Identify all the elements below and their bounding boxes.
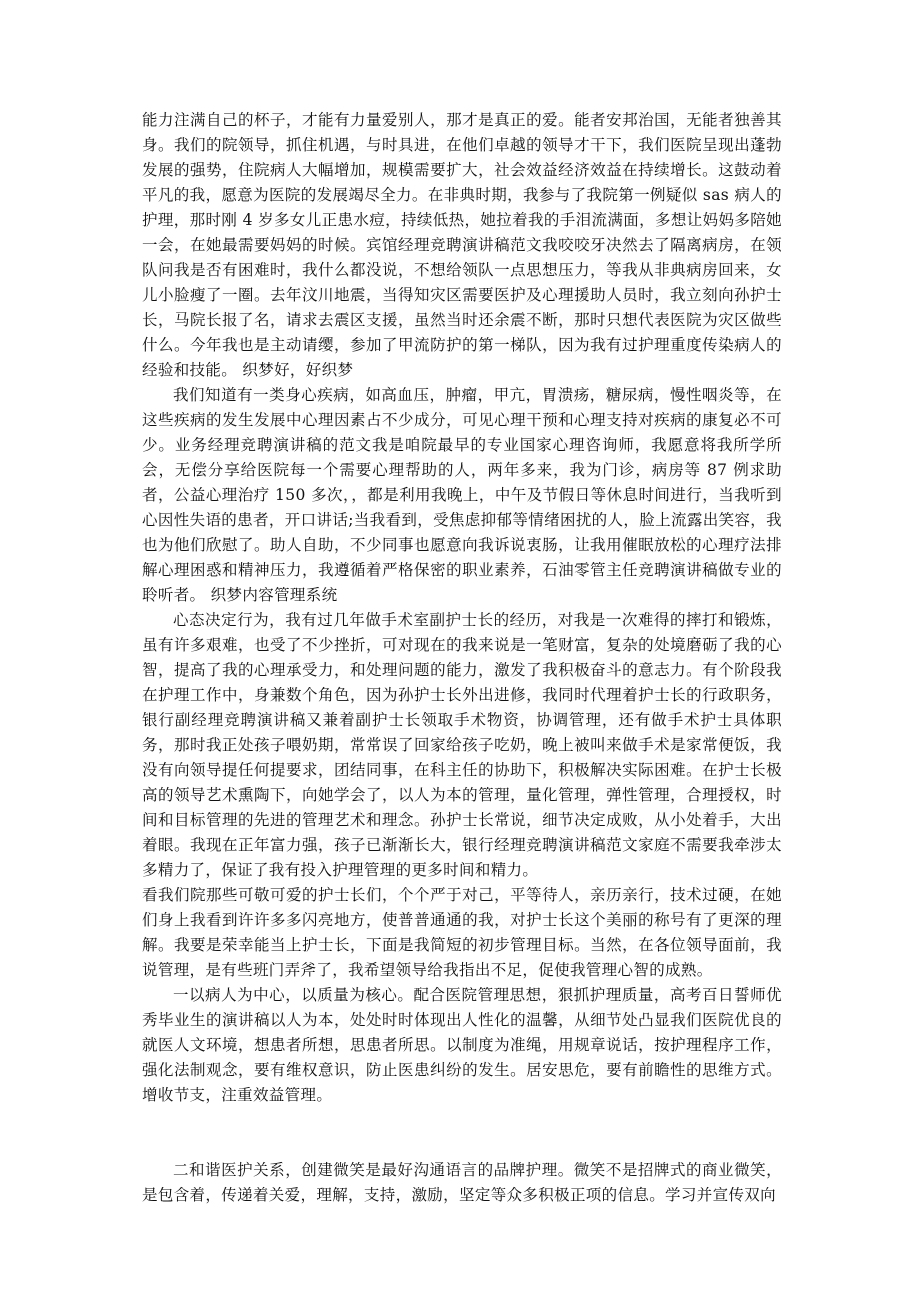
document-body xyxy=(142,108,782,1208)
paragraph-1: 能力注满自己的杯子，才能有力量爱别人，那才是真正的爱。能者安邦治国，无能者独善其身。我们的院领导，抓住机遇，与时具进，在他们卓越的领导才干下，我们医院呈现出蓬勃发展的强势，住院病人大幅增加，规模需要扩大，社会效益经济效益在持续增长。这鼓动着平凡的我，愿意为医院的发展竭尽全力。在非典时期，我参与了我院第一例疑似 sas 病人的护理，那时刚 4 岁多女儿正患水痘，持续低热，她拉着我的手泪流满面，多想让妈妈多陪她一会，在她最需要妈妈的时候。宾馆经理竞聘演讲稿范文我咬咬牙决然去了隔离病房，在领队问我是否有困难时，我什么都没说，不想给领队一点思想压力，等我从非典病房回来，女儿小脸瘦了一圈。去年汶川地震，当得知灾区需要医护及心理援助人员时，我立刻向孙护士长，马院长报了名，请求去震区支援，虽然当时还余震不断，那时只想代表医院为灾区做些什么。今年我也是主动请缨，参加了甲流防护的第一梯队，因为我有过护理重度传染病人的经验和技能。 织梦好，好织梦 xyxy=(142,111,782,379)
paragraph-4: 看我们院那些可敬可爱的护士长们，个个严于对己，平等待人，亲历亲行，技术过硬，在她们身上我看到许许多多闪亮地方，使普普通通的我，对护士长这个美丽的称号有了更深的理解。我要是荣幸能当上护士长，下面是我简短的初步管理目标。当然，在各位领导面前，我说管理，是有些班门弄斧了，我希望领导给我指出不足，促使我管理心智的成熟。 xyxy=(142,886,782,979)
paragraph-gap xyxy=(142,1108,782,1158)
paragraph-2: 我们知道有一类身心疾病，如高血压，肿瘤，甲亢，胃溃疡，糖尿病，慢性咽炎等，在这些疾病的发生发展中心理因素占不少成分，可见心理干预和心理支持对疾病的康复必不可少。业务经理竞聘演讲稿的范文我是咱院最早的专业国家心理咨询师，我愿意将我所学所会，无偿分享给医院每一个需要心理帮助的人，两年多来，我为门诊，病房等 87 例求助者，公益心理治疗 150 多次，，都是利用我晚上，中午及节假日等休息时间进行，当我听到心因性失语的患者，开口讲话;当我看到，受焦虑抑郁等情绪困扰的人，脸上流露出笑容，我也为他们欣慰了。助人自助，不少同事也愿意向我诉说衷肠，让我用催眠放松的心理疗法排解心理困惑和精神压力，我遵循着严格保密的职业素养，石油零管主任竞聘演讲稿做专业的聆听者。 织梦内容管理系统 xyxy=(142,386,782,604)
paragraph-6: 二和谐医护关系，创建微笑是最好沟通语言的品牌护理。微笑不是招牌式的商业微笑，是包含着，传递着关爱，理解，支持，激励，坚定等众多积极正项的信息。学习并宣传双向 xyxy=(142,1161,782,1204)
paragraph-3: 心态决定行为，我有过几年做手术室副护士长的经历，对我是一次难得的摔打和锻炼，虽有许多艰难，也受了不少挫折，可对现在的我来说是一笔财富，复杂的处境磨砺了我的心智，提高了我的心理承受力，和处理问题的能力，激发了我积极奋斗的意志力。有个阶段我在护理工作中，身兼数个角色，因为孙护士长外出进修，我同时代理着护士长的行政职务，银行副经理竞聘演讲稿又兼着副护士长领取手术物资，协调管理，还有做手术护士具体职务，那时我正处孩子喂奶期，常常误了回家给孩子吃奶，晚上被叫来做手术是家常便饭，我没有向领导提任何提要求，团结同事，在科主任的协助下，积极解决实际困难。在护士长极高的领导艺术熏陶下，向她学会了，以人为本的管理，量化管理，弹性管理，合理授权，时间和目标管理的先进的管理艺术和理念。孙护士长常说，细节决定成败，从小处着手，大出着眼。我现在正年富力强，孩子已渐渐长大，银行经理竞聘演讲稿范文家庭不需要我牵涉太多精力了，保证了我有投入护理管理的更多时间和精力。 xyxy=(142,611,782,879)
paragraph-5: 一以病人为中心，以质量为核心。配合医院管理思想，狠抓护理质量，高考百日誓师优秀毕业生的演讲稿以人为本，处处时时体现出人性化的温馨，从细节处凸显我们医院优良的就医人文环境，想患者所想，思患者所思。以制度为准绳，用规章说话，按护理程序工作，强化法制观念，要有维权意识，防止医患纠纷的发生。居安思危，要有前瞻性的思维方式。增收节支，注重效益管理。 xyxy=(142,986,782,1104)
